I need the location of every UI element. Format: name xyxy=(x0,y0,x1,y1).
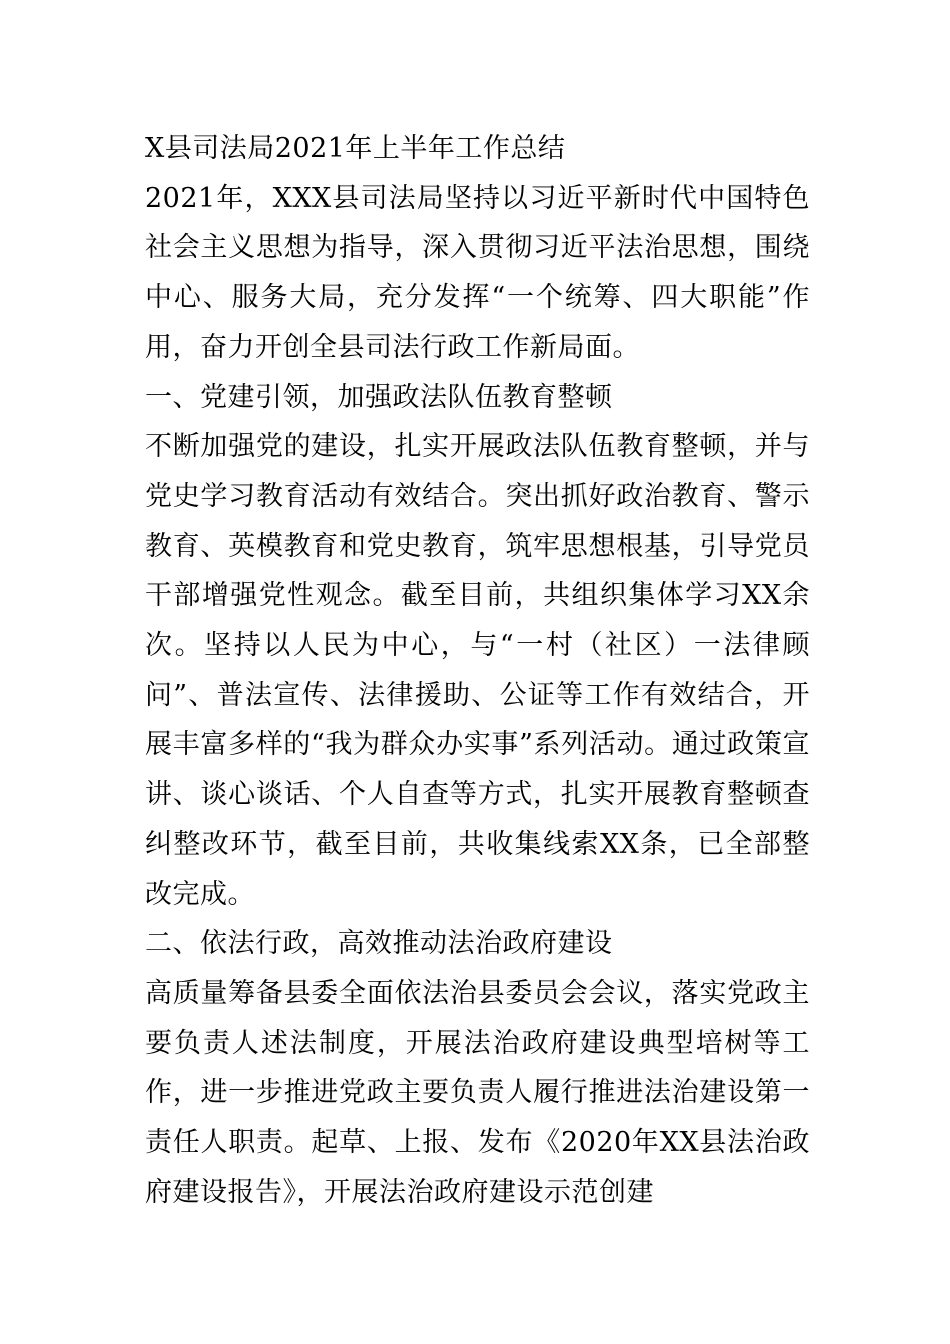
section-body-1: 不断加强党的建设，扎实开展政法队伍教育整顿，并与党史学习教育活动有效结合。突出抓好政治教育、警示教育、英模教育和党史教育，筑牢思想根基，引导党员干部增强党性观念。截至目前，共组织集体学习XX余次。坚持以人民为中心，与“一村（社区）一法律顾问”、普法宣传、法律援助、公证等工作有效结合，开展丰富多样的“我为群众办实事”系列活动。通过政策宣讲、谈心谈话、个人自查等方式，扎实开展教育整顿查纠整改环节，截至目前，共收集线索XX条，已全部整改完成。 xyxy=(145,431,810,910)
section-body-2: 高质量筹备县委全面依法治县委员会会议，落实党政主要负责人述法制度，开展法治政府建设典型培树等工作，进一步推进党政主要负责人履行推进法治建设第一责任人职责。起草、上报、发布《2020年XX县法治政府建设报告》，开展法治政府建设示范创建 xyxy=(145,977,810,1208)
section-heading-1: 一、党建引领，加强政法队伍教育整顿 xyxy=(145,381,613,413)
document-title: X县司法局2021年上半年工作总结 xyxy=(145,133,566,164)
intro-paragraph: 2021年，XXX县司法局坚持以习近平新时代中国特色社会主义思想为指导，深入贯彻习近平法治思想，围绕中心、服务大局，充分发挥“一个统筹、四大职能”作用，奋力开创全县司法行政工作新局面。 xyxy=(145,182,810,363)
section-heading-2: 二、依法行政，高效推动法治政府建设 xyxy=(145,928,613,960)
document-body xyxy=(145,124,810,1217)
